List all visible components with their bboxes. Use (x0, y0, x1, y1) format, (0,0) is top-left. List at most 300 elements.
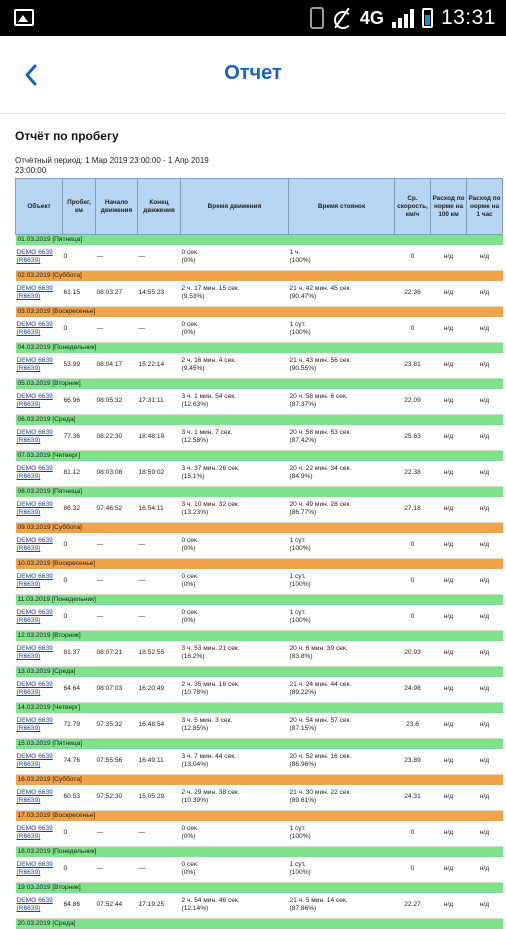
stop-time-cell-percent: (90.55%) (289, 365, 317, 373)
day-label: 16.03.2019 [Суббота] (16, 775, 503, 785)
object-link[interactable]: DEMO 6639 (R6639) (16, 497, 63, 523)
stop-time-cell-percent: (100%) (289, 617, 311, 625)
stop-time-cell-value: 20 ч. 49 мин. 28 сек. (289, 501, 352, 509)
speed-cell: 20.93 (395, 641, 431, 667)
col-norm-1h: Расход по норме на 1 час (467, 179, 503, 235)
move-time-cell-value: 2 ч. 16 мин. 4 сек. (181, 357, 236, 365)
network-type: 4G (359, 7, 384, 28)
mileage-cell: 0 (63, 317, 96, 343)
day-label: 13.03.2019 [Среда] (16, 667, 503, 677)
end-cell: 18:52:55 (138, 641, 181, 667)
start-cell: — (96, 533, 138, 559)
end-cell: — (138, 857, 181, 883)
table-row (16, 713, 503, 739)
stop-time-cell-percent: (87.42%) (289, 437, 317, 445)
stop-time-cell-value: 1 сут. (289, 321, 306, 329)
stop-time-cell-percent: (86.77%) (289, 509, 317, 517)
norm-100km-cell: н/д (431, 569, 467, 595)
move-time-cell-value: 3 ч. 1 мин. 7 сек. (181, 429, 233, 437)
norm-100km-cell: н/д (431, 641, 467, 667)
move-time-cell-percent: (0%) (181, 545, 196, 553)
stop-time-cell (289, 533, 395, 559)
move-time-cell-value: 0 сек. (181, 825, 199, 833)
stop-time-cell-percent: (90.47%) (289, 293, 317, 301)
move-time-cell (181, 245, 289, 271)
stop-time-cell (289, 317, 395, 343)
start-cell: 08:22:30 (96, 425, 138, 451)
day-row (16, 847, 503, 857)
stop-time-cell (289, 389, 395, 415)
col-start: Начало движения (96, 179, 138, 235)
report-content (0, 114, 506, 928)
move-time-cell-value: 0 сек. (181, 537, 199, 545)
move-time-cell (181, 821, 289, 847)
speed-cell: 0 (395, 317, 431, 343)
norm-100km-cell: н/д (431, 281, 467, 307)
norm-1h-cell: н/д (467, 857, 503, 883)
end-cell: 17:19:25 (138, 893, 181, 919)
object-link[interactable]: DEMO 6639 (R6639) (16, 281, 63, 307)
day-label: 05.03.2019 [Вторник] (16, 379, 503, 389)
start-cell: 08:04:17 (96, 353, 138, 379)
day-row (16, 559, 503, 569)
stop-time-cell-value: 1 сут. (289, 825, 306, 833)
move-time-cell-percent: (12.58%) (181, 437, 209, 445)
speed-cell: 22.09 (395, 389, 431, 415)
stop-time-cell-value: 1 сут. (289, 573, 306, 581)
stop-time-cell-value: 21 ч. 24 мин. 44 сек. (289, 681, 352, 689)
table-row (16, 245, 503, 271)
norm-1h-cell: н/д (467, 821, 503, 847)
stop-time-cell-value: 21 ч. 5 мин. 14 сек. (289, 897, 348, 905)
stop-time-cell-percent: (100%) (289, 581, 311, 589)
stop-time-cell (289, 749, 395, 775)
norm-1h-cell: н/д (467, 245, 503, 271)
battery-icon (422, 8, 433, 28)
speed-cell: 25.63 (395, 425, 431, 451)
day-row (16, 595, 503, 605)
mileage-cell: 0 (63, 821, 96, 847)
day-label: 14.03.2019 [Четверг] (16, 703, 503, 713)
move-time-cell-percent: (16.2%) (181, 653, 205, 661)
mileage-cell: 66.96 (63, 389, 96, 415)
object-link[interactable]: DEMO 6639 (R6639) (16, 605, 63, 631)
table-row (16, 857, 503, 883)
object-link[interactable]: DEMO 6639 (R6639) (16, 425, 63, 451)
stop-time-cell-value: 20 ч. 58 мин. 53 сек. (289, 429, 352, 437)
object-link[interactable]: DEMO 6639 (R6639) (16, 821, 63, 847)
move-time-cell (181, 461, 289, 487)
table-row (16, 317, 503, 343)
end-cell: — (138, 569, 181, 595)
stop-time-cell-percent: (86.96%) (289, 761, 317, 769)
stop-time-cell-value: 20 ч. 58 мин. 6 сек. (289, 393, 348, 401)
report-period: Отчётный период: 1 Мар 2019 23:00:00 - 1 Апр 2019 23:00:00 (15, 156, 209, 175)
stop-time-cell (289, 677, 395, 703)
move-time-cell (181, 641, 289, 667)
move-time-cell-percent: (0%) (181, 257, 196, 265)
table-row (16, 533, 503, 559)
speed-cell: 0 (395, 821, 431, 847)
move-time-cell-value: 3 ч. 10 мин. 32 сек. (181, 501, 240, 509)
norm-100km-cell: н/д (431, 245, 467, 271)
norm-1h-cell: н/д (467, 713, 503, 739)
object-link[interactable]: DEMO 6639 (R6639) (16, 677, 63, 703)
mileage-cell: 86.32 (63, 497, 96, 523)
move-time-cell-value: 2 ч. 35 мин. 16 сек. (181, 681, 240, 689)
mileage-cell: 60.53 (63, 785, 96, 811)
day-label: 11.03.2019 [Понедельник] (16, 595, 503, 605)
day-row (16, 667, 503, 677)
stop-time-cell-value: 21 ч. 43 мин. 56 сек. (289, 357, 352, 365)
table-row (16, 569, 503, 595)
start-cell: 07:46:52 (96, 497, 138, 523)
day-row (16, 775, 503, 785)
object-link[interactable]: DEMO 6639 (R6639) (16, 245, 63, 271)
stop-time-cell (289, 893, 395, 919)
move-time-cell-percent: (0%) (181, 617, 196, 625)
norm-100km-cell: н/д (431, 389, 467, 415)
move-time-cell-percent: (10.39%) (181, 797, 209, 805)
stop-time-cell-percent: (89.61%) (289, 797, 317, 805)
norm-1h-cell: н/д (467, 677, 503, 703)
stop-time-cell (289, 605, 395, 631)
day-row (16, 919, 503, 929)
move-time-cell (181, 425, 289, 451)
norm-1h-cell: н/д (467, 281, 503, 307)
table-row (16, 425, 503, 451)
stop-time-cell-percent: (100%) (289, 869, 311, 877)
move-time-cell-value: 3 ч. 53 мин. 21 сек. (181, 645, 240, 653)
move-time-cell-value: 0 сек. (181, 861, 199, 869)
norm-100km-cell: н/д (431, 749, 467, 775)
move-time-cell (181, 749, 289, 775)
table-row (16, 749, 503, 775)
stop-time-cell-value: 20 ч. 22 мин. 34 сек. (289, 465, 352, 473)
stop-time-cell (289, 821, 395, 847)
day-label: 04.03.2019 [Понедельник] (16, 343, 503, 353)
move-time-cell-percent: (9.53%) (181, 293, 205, 301)
norm-1h-cell: н/д (467, 641, 503, 667)
move-time-cell-percent: (0%) (181, 869, 196, 877)
end-cell: 14:55:23 (138, 281, 181, 307)
mileage-cell: 72.79 (63, 713, 96, 739)
table-row (16, 677, 503, 703)
stop-time-cell-value: 1 сут. (289, 861, 306, 869)
norm-1h-cell: н/д (467, 569, 503, 595)
table-row (16, 461, 503, 487)
mileage-cell: 81.37 (63, 641, 96, 667)
stop-time-cell-percent: (100%) (289, 257, 311, 265)
move-time-cell-value: 3 ч. 37 мин. 26 сек. (181, 465, 240, 473)
object-link[interactable]: DEMO 6639 (R6639) (16, 713, 63, 739)
col-mileage: Пробег, км (63, 179, 96, 235)
col-stop-time: Время стоянок (289, 179, 395, 235)
norm-100km-cell: н/д (431, 713, 467, 739)
stop-time-cell-percent: (87.86%) (289, 905, 317, 913)
move-time-cell (181, 785, 289, 811)
speed-cell: 0 (395, 605, 431, 631)
mileage-cell: 64.86 (63, 893, 96, 919)
end-cell: 18:59:02 (138, 461, 181, 487)
object-link[interactable]: DEMO 6639 (R6639) (16, 749, 63, 775)
day-row (16, 343, 503, 353)
mileage-cell: 74.76 (63, 749, 96, 775)
object-link[interactable]: DEMO 6639 (R6639) (16, 353, 63, 379)
start-cell: — (96, 245, 138, 271)
move-time-cell-value: 3 ч. 1 мин. 54 сек. (181, 393, 236, 401)
object-link[interactable]: DEMO 6639 (R6639) (16, 857, 63, 883)
mileage-cell: 0 (63, 533, 96, 559)
stop-time-cell-value: 1 сут. (289, 609, 306, 617)
table-row (16, 389, 503, 415)
day-row (16, 631, 503, 641)
start-cell: 08:03:08 (96, 461, 138, 487)
norm-1h-cell: н/д (467, 533, 503, 559)
day-label: 20.03.2019 [Среда] (16, 919, 503, 929)
end-cell: 16:49:11 (138, 749, 181, 775)
move-time-cell (181, 533, 289, 559)
day-label: 19.03.2019 [Вторник] (16, 883, 503, 893)
start-cell: 07:35:32 (96, 713, 138, 739)
stop-time-cell (289, 785, 395, 811)
move-time-cell-percent: (12.85%) (181, 725, 209, 733)
day-label: 15.03.2019 [Пятница] (16, 739, 503, 749)
table-header-row (16, 179, 503, 235)
object-link[interactable]: DEMO 6639 (R6639) (16, 785, 63, 811)
day-row (16, 379, 503, 389)
day-label: 01.03.2019 [Пятница] (16, 235, 503, 245)
speed-cell: 24.98 (395, 677, 431, 703)
move-time-cell (181, 605, 289, 631)
signal-icon (392, 8, 414, 28)
start-cell: — (96, 317, 138, 343)
report-title: Отчёт по пробегу (15, 129, 119, 143)
stop-time-cell-percent: (100%) (289, 329, 311, 337)
page-title: Отчет (224, 62, 282, 84)
stop-time-cell-percent: (100%) (289, 833, 311, 841)
day-label: 07.03.2019 [Четверг] (16, 451, 503, 461)
app-bar (0, 36, 506, 114)
day-row (16, 415, 503, 425)
stop-time-cell-percent: (100%) (289, 545, 311, 553)
move-time-cell-percent: (0%) (181, 833, 196, 841)
norm-1h-cell: н/д (467, 605, 503, 631)
norm-100km-cell: н/д (431, 821, 467, 847)
start-cell: 07:55:56 (96, 749, 138, 775)
day-label: 02.03.2019 [Суббота] (16, 271, 503, 281)
norm-100km-cell: н/д (431, 497, 467, 523)
norm-1h-cell: н/д (467, 749, 503, 775)
norm-1h-cell: н/д (467, 497, 503, 523)
norm-1h-cell: н/д (467, 389, 503, 415)
stop-time-cell-value: 20 ч. 52 мин. 16 сек. (289, 753, 352, 761)
move-time-cell-percent: (13.04%) (181, 761, 209, 769)
move-time-cell-percent: (13.23%) (181, 509, 209, 517)
norm-100km-cell: н/д (431, 533, 467, 559)
norm-1h-cell: н/д (467, 785, 503, 811)
table-row (16, 821, 503, 847)
speed-cell: 22.36 (395, 281, 431, 307)
col-norm-100km: Расход по норме на 100 км (431, 179, 467, 235)
mileage-cell: 53.99 (63, 353, 96, 379)
norm-1h-cell: н/д (467, 353, 503, 379)
day-row (16, 271, 503, 281)
stop-time-cell (289, 461, 395, 487)
speed-cell: 0 (395, 569, 431, 595)
no-signal-icon (332, 7, 352, 29)
speed-cell: 22.38 (395, 461, 431, 487)
mileage-cell: 0 (63, 569, 96, 595)
col-move-time: Время движения (181, 179, 289, 235)
day-row (16, 487, 503, 497)
move-time-cell-value: 0 сек. (181, 249, 199, 257)
norm-100km-cell: н/д (431, 785, 467, 811)
table-row (16, 605, 503, 631)
end-cell: 17:31:11 (138, 389, 181, 415)
day-row (16, 883, 503, 893)
move-time-cell-percent: (9.45%) (181, 365, 205, 373)
object-link[interactable]: DEMO 6639 (R6639) (16, 461, 63, 487)
day-label: 18.03.2019 [Понедельник] (16, 847, 503, 857)
mileage-cell: 77.36 (63, 425, 96, 451)
end-cell: 15:05:29 (138, 785, 181, 811)
object-link[interactable]: DEMO 6639 (R6639) (16, 641, 63, 667)
vibrate-icon (310, 7, 324, 29)
object-link[interactable]: DEMO 6639 (R6639) (16, 389, 63, 415)
day-row (16, 307, 503, 317)
norm-100km-cell: н/д (431, 317, 467, 343)
col-object: Объект (16, 179, 63, 235)
table-row (16, 641, 503, 667)
move-time-cell-value: 3 ч. 5 мин. 3 сек. (181, 717, 233, 725)
report-table (15, 178, 503, 929)
table-row (16, 353, 503, 379)
stop-time-cell (289, 497, 395, 523)
day-label: 17.03.2019 [Воскресенье] (16, 811, 503, 821)
stop-time-cell-percent: (87.15%) (289, 725, 317, 733)
day-label: 06.03.2019 [Среда] (16, 415, 503, 425)
speed-cell: 0 (395, 245, 431, 271)
stop-time-cell-value: 1 ч. (289, 249, 301, 257)
end-cell: 15:22:14 (138, 353, 181, 379)
speed-cell: 0 (395, 533, 431, 559)
day-label: 09.03.2019 [Суббота] (16, 523, 503, 533)
norm-1h-cell: н/д (467, 893, 503, 919)
start-cell: 08:05:32 (96, 389, 138, 415)
end-cell: 16:20:49 (138, 677, 181, 703)
table-row (16, 497, 503, 523)
move-time-cell (181, 353, 289, 379)
end-cell: 16:54:11 (138, 497, 181, 523)
move-time-cell (181, 713, 289, 739)
norm-1h-cell: н/д (467, 317, 503, 343)
status-bar (0, 0, 506, 36)
norm-100km-cell: н/д (431, 461, 467, 487)
end-cell: 18:48:19 (138, 425, 181, 451)
speed-cell: 24.31 (395, 785, 431, 811)
norm-100km-cell: н/д (431, 425, 467, 451)
start-cell: — (96, 569, 138, 595)
day-row (16, 739, 503, 749)
day-row (16, 235, 503, 245)
speed-cell: 23.6 (395, 713, 431, 739)
stop-time-cell-percent: (84.9%) (289, 473, 313, 481)
move-time-cell (181, 317, 289, 343)
move-time-cell-value: 2 ч. 17 мин. 15 сек. (181, 285, 240, 293)
move-time-cell-percent: (10.78%) (181, 689, 209, 697)
object-link[interactable]: DEMO 6639 (R6639) (16, 569, 63, 595)
move-time-cell (181, 857, 289, 883)
end-cell: — (138, 533, 181, 559)
norm-100km-cell: н/д (431, 677, 467, 703)
table-row (16, 281, 503, 307)
move-time-cell-value: 3 ч. 7 мин. 44 сек. (181, 753, 236, 761)
move-time-cell-value: 2 ч. 29 мин. 38 сек. (181, 789, 240, 797)
day-label: 12.03.2019 [Вторник] (16, 631, 503, 641)
stop-time-cell (289, 245, 395, 271)
table-row (16, 893, 503, 919)
move-time-cell-percent: (0%) (181, 329, 196, 337)
norm-100km-cell: н/д (431, 605, 467, 631)
col-end: Конец движения (138, 179, 181, 235)
start-cell: 07:52:44 (96, 893, 138, 919)
object-link[interactable]: DEMO 6639 (R6639) (16, 533, 63, 559)
stop-time-cell (289, 857, 395, 883)
start-cell: 08:07:21 (96, 641, 138, 667)
move-time-cell-value: 0 сек. (181, 609, 199, 617)
mileage-cell: 0 (63, 857, 96, 883)
stop-time-cell (289, 641, 395, 667)
stop-time-cell-percent: (83.8%) (289, 653, 313, 661)
norm-100km-cell: н/д (431, 893, 467, 919)
day-label: 10.03.2019 [Воскресенье] (16, 559, 503, 569)
speed-cell: 23.89 (395, 749, 431, 775)
start-cell: — (96, 821, 138, 847)
day-label: 03.03.2019 [Воскресенье] (16, 307, 503, 317)
move-time-cell (181, 677, 289, 703)
table-body (16, 235, 503, 929)
stop-time-cell-value: 21 ч. 30 мин. 22 сек. (289, 789, 352, 797)
stop-time-cell-value: 20 ч. 6 мин. 39 сек. (289, 645, 348, 653)
end-cell: — (138, 605, 181, 631)
norm-100km-cell: н/д (431, 353, 467, 379)
image-icon (14, 9, 34, 26)
move-time-cell-percent: (0%) (181, 581, 196, 589)
mileage-cell: 61.15 (63, 281, 96, 307)
object-link[interactable]: DEMO 6639 (R6639) (16, 317, 63, 343)
move-time-cell (181, 389, 289, 415)
stop-time-cell-value: 1 сут. (289, 537, 306, 545)
move-time-cell-value: 0 сек. (181, 573, 199, 581)
move-time-cell (181, 281, 289, 307)
stop-time-cell (289, 281, 395, 307)
object-link[interactable]: DEMO 6639 (R6639) (16, 893, 63, 919)
stop-time-cell (289, 713, 395, 739)
move-time-cell (181, 569, 289, 595)
end-cell: 16:48:54 (138, 713, 181, 739)
speed-cell: 0 (395, 857, 431, 883)
start-cell: 08:07:03 (96, 677, 138, 703)
day-label: 08.03.2019 [Пятница] (16, 487, 503, 497)
norm-1h-cell: н/д (467, 425, 503, 451)
move-time-cell-percent: (15.1%) (181, 473, 205, 481)
norm-1h-cell: н/д (467, 461, 503, 487)
stop-time-cell (289, 569, 395, 595)
stop-time-cell-percent: (89.22%) (289, 689, 317, 697)
stop-time-cell-percent: (87.37%) (289, 401, 317, 409)
speed-cell: 27.18 (395, 497, 431, 523)
